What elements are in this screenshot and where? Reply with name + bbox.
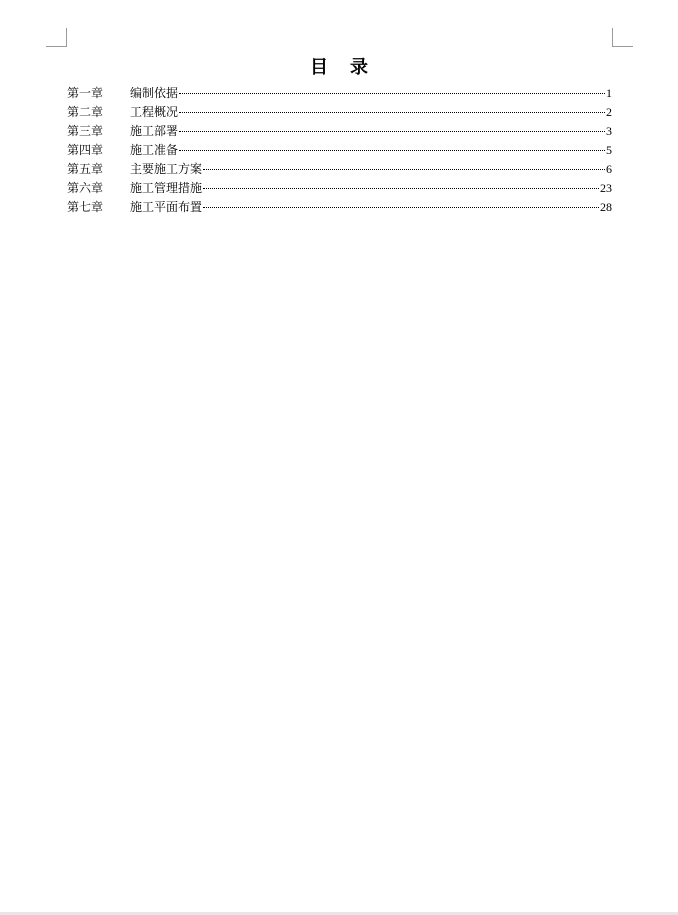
crop-mark-top-right (612, 28, 633, 47)
toc-chapter-number: 第五章 (67, 162, 104, 176)
toc-entry[interactable] (67, 122, 612, 141)
toc-title (0, 53, 678, 79)
toc-dot-leader (203, 169, 605, 170)
toc-entry[interactable] (67, 103, 612, 122)
toc-dot-leader (179, 93, 605, 94)
toc-chapter-number: 第三章 (67, 124, 104, 138)
toc-page-number: 6 (606, 162, 612, 176)
toc-chapter-title: 编制依据 (130, 86, 179, 100)
toc-chapter-number: 第一章 (67, 86, 104, 100)
toc-dot-leader (203, 207, 599, 208)
toc-page-number: 5 (606, 143, 612, 157)
toc-page-number: 1 (606, 86, 612, 100)
toc-entry[interactable] (67, 179, 612, 198)
toc-title-char-1: 目 (310, 57, 328, 78)
toc-dot-leader (179, 112, 605, 113)
toc-page-number: 28 (600, 200, 612, 214)
toc-chapter-title: 施工准备 (130, 143, 179, 157)
toc-dot-leader (179, 150, 605, 151)
toc-entry[interactable] (67, 84, 612, 103)
toc-entry[interactable] (67, 160, 612, 179)
toc-chapter-title: 工程概况 (130, 105, 179, 119)
toc-page-number: 23 (600, 181, 612, 195)
table-of-contents (67, 84, 612, 217)
toc-chapter-number: 第七章 (67, 200, 104, 214)
crop-mark-top-left (46, 28, 67, 47)
toc-page-number: 2 (606, 105, 612, 119)
toc-dot-leader (203, 188, 599, 189)
toc-dot-leader (179, 131, 605, 132)
toc-title-char-2: 录 (350, 57, 368, 78)
toc-page-number: 3 (606, 124, 612, 138)
toc-chapter-title: 施工管理措施 (130, 181, 203, 195)
toc-entry[interactable] (67, 141, 612, 160)
toc-chapter-number: 第六章 (67, 181, 104, 195)
toc-chapter-number: 第四章 (67, 143, 104, 157)
toc-chapter-title: 施工部署 (130, 124, 179, 138)
toc-chapter-title: 主要施工方案 (130, 162, 203, 176)
toc-chapter-number: 第二章 (67, 105, 104, 119)
toc-chapter-title: 施工平面布置 (130, 200, 203, 214)
toc-entry[interactable] (67, 198, 612, 217)
